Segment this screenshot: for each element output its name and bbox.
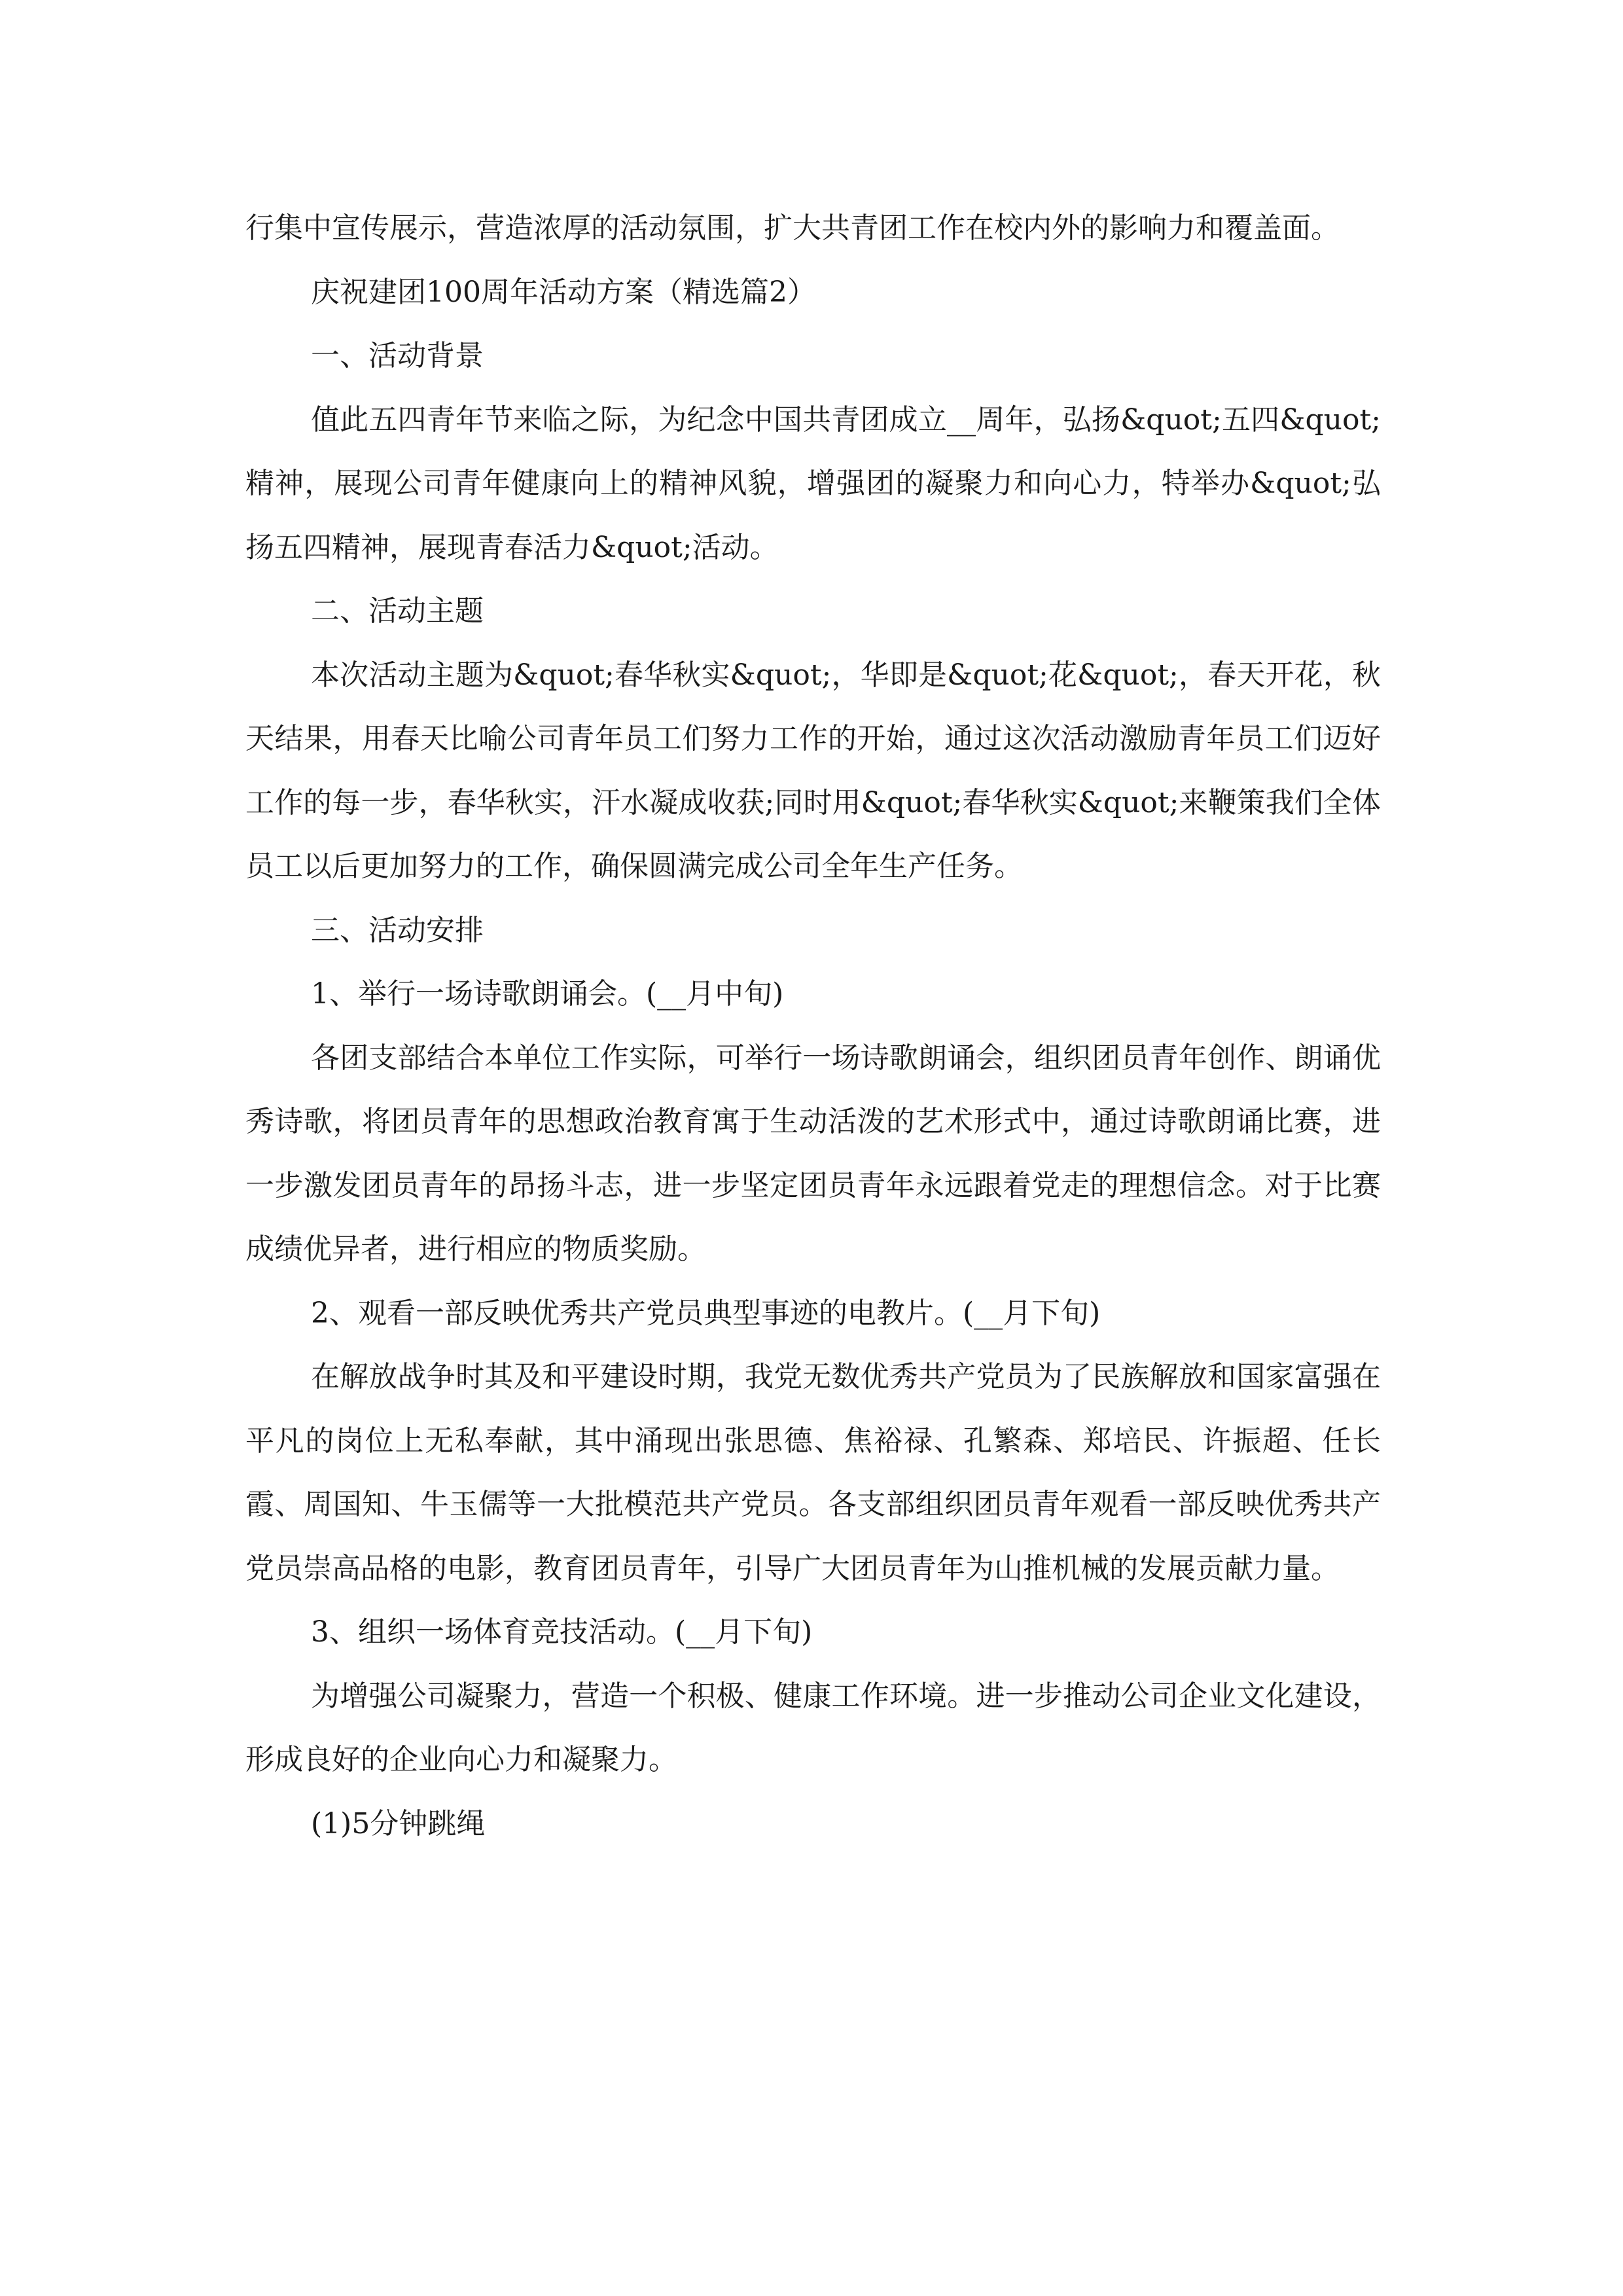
item-sports-event: 3、组织一场体育竞技活动。(__月下旬) (311, 1615, 813, 1649)
item-poetry-reading: 1、举行一场诗歌朗诵会。(__月中旬) (311, 977, 784, 1011)
item-film-viewing: 2、观看一部反映优秀共产党员典型事迹的电教片。(__月下旬) (311, 1296, 1101, 1330)
item-jump-rope: (1)5分钟跳绳 (311, 1806, 486, 1840)
paragraph-continuation: 行集中宣传展示，营造浓厚的活动氛围，扩大共青团工作在校内外的影响力和覆盖面。 (245, 211, 1340, 245)
heading-theme: 二、活动主题 (311, 594, 484, 628)
document-body (245, 196, 1381, 1856)
paragraph-theme: 本次活动主题为&quot;春华秋实&quot;，华即是&quot;花&quot;，春天开花，秋天结果，用春天比喻公司青年员工们努力工作的开始，通过这次活动激励青年员工们迈好工作的每一步，春华秋实，汗水凝成收获;同时用&quot;春华秋实&quot;来鞭策我们全体员工以后更加努力的工作，确保圆满完成公司全年生产任务。 (245, 658, 1381, 883)
paragraph-background: 值此五四青年节来临之际，为纪念中国共青团成立__周年，弘扬&quot;五四&quot;精神，展现公司青年健康向上的精神风貌，增强团的凝聚力和向心力，特举办&quot;弘扬五四精神，展现青春活力&quot;活动。 (245, 403, 1381, 564)
heading-arrangement: 三、活动安排 (311, 913, 484, 947)
paragraph-sports-event: 为增强公司凝聚力，营造一个积极、健康工作环境。进一步推动公司企业文化建设，形成良好的企业向心力和凝聚力。 (245, 1679, 1381, 1776)
paragraph-poetry-reading: 各团支部结合本单位工作实际，可举行一场诗歌朗诵会，组织团员青年创作、朗诵优秀诗歌，将团员青年的思想政治教育寓于生动活泼的艺术形式中，通过诗歌朗诵比赛，进一步激发团员青年的昂扬斗志，进一步坚定团员青年永远跟着党走的理想信念。对于比赛成绩优异者，进行相应的物质奖励。 (245, 1041, 1381, 1266)
section-title-plan-2: 庆祝建团100周年活动方案（精选篇2） (311, 275, 816, 309)
paragraph-film-viewing: 在解放战争时其及和平建设时期，我党无数优秀共产党员为了民族解放和国家富强在平凡的岗位上无私奉献，其中涌现出张思德、焦裕禄、孔繁森、郑培民、许振超、任长霞、周国知、牛玉儒等一大批模范共产党员。各支部组织团员青年观看一部反映优秀共产党员崇高品格的电影，教育团员青年，引导广大团员青年为山推机械的发展贡献力量。 (245, 1360, 1381, 1585)
heading-background: 一、活动背景 (311, 339, 484, 372)
